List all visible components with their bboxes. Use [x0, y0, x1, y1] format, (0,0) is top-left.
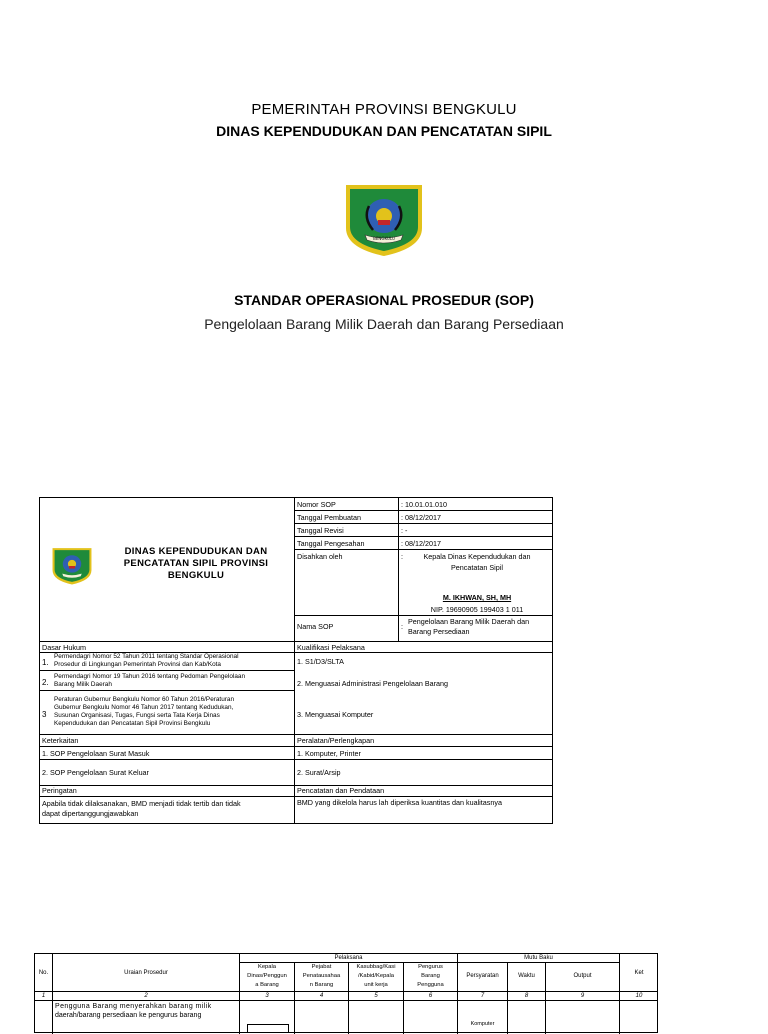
field-value: : 08/12/2017 — [401, 513, 441, 522]
org-name: DINAS KEPENDUDUKAN DAN PENCATATAN SIPIL PROVINSI BENGKULU — [123, 546, 269, 581]
peringatan-label: Peringatan — [42, 786, 77, 795]
keterkaitan-item: 1. SOP Pengelolaan Surat Masuk — [42, 749, 150, 758]
flowchart-box — [247, 1024, 289, 1033]
sop-subtitle: Pengelolaan Barang Milik Daerah dan Barang Persediaan — [204, 316, 564, 332]
divider — [398, 498, 399, 641]
agency-name: DINAS KEPENDUDUKAN DAN PENCATATAN SIPIL — [216, 123, 552, 139]
nama-sop-label: Nama SOP — [297, 622, 334, 631]
peralatan-label: Peralatan/Perlengkapan — [297, 736, 375, 745]
nama-sop-value: Barang Persediaan — [408, 627, 470, 636]
group-pelaksana: Pelaksana — [334, 955, 363, 961]
col-waktu: Waktu — [518, 973, 535, 979]
field-label: Nomor SOP — [297, 500, 336, 509]
dasar-hukum-item: Peraturan Gubernur Bengkulu Nomor 60 Tahun 2016/Peraturan — [54, 696, 235, 703]
group-mutu-baku: Mutu Baku — [524, 955, 553, 961]
approver-name: M. IKHWAN, SH, MH — [442, 593, 512, 602]
field-label: Disahkan oleh — [297, 552, 343, 561]
field-value: : 08/12/2017 — [401, 539, 441, 548]
col-uraian: Uraian Prosedur — [124, 970, 168, 976]
government-name: PEMERINTAH PROVINSI BENGKULU — [251, 101, 517, 118]
procedure-table: No. Uraian Prosedur Pelaksana Kepala Dinas/Penggun a Barang Pejabat Penatausahaa n Barang Kasubbag/Kasi /Kabid/Kepala unit kerja Pengurus Barang Pengguna Mutu Baku Persyaratan Waktu Output Ket 1 2 3 4 5 6 7 8 9 10 Pengguna Barang menyerahkan barang milik daerah/barang persediaan ke pengurus barang Komputer — [34, 953, 658, 1033]
peralatan-item: 1. Komputer, Printer — [297, 749, 361, 758]
nama-sop-value: Pengelolaan Barang Milik Daerah dan — [408, 617, 530, 626]
kualifikasi-item: 1. S1/D3/SLTA — [297, 657, 344, 666]
field-value: : 10.01.01.010 — [401, 500, 447, 509]
dasar-hukum-label: Dasar Hukum — [42, 643, 86, 652]
row-uraian: Pengguna Barang menyerahkan barang milik — [55, 1003, 212, 1010]
peralatan-item: 2. Surat/Arsip — [297, 768, 341, 777]
peringatan-text: dapat dipertanggungjawabkan — [42, 809, 139, 818]
row-persyaratan: Komputer — [470, 1021, 495, 1027]
kualifikasi-label: Kualifikasi Pelaksana — [297, 643, 365, 652]
col-output: Output — [573, 973, 592, 979]
dasar-hukum-item: Gubernur Bengkulu Nomor 46 Tahun 2017 tentang Kedudukan, — [54, 704, 234, 711]
kualifikasi-item: 2. Menguasai Administrasi Pengelolaan Barang — [297, 679, 449, 688]
kualifikasi-item: 3. Menguasai Komputer — [297, 710, 374, 719]
approver-title: Kepala Dinas Kependudukan dan — [423, 552, 531, 561]
dasar-hukum-no: 2. — [42, 678, 49, 687]
col-no: No. — [38, 970, 49, 976]
dasar-hukum-item: Kependudukan dan Pencatatan Sipil Provinsi Bengkulu — [54, 720, 211, 727]
col-pelaksana: Kepala Dinas/Penggun a Barang — [247, 964, 287, 988]
dasar-hukum-item: Permendagri Nomor 52 Tahun 2011 tentang Standar Operasional — [54, 653, 239, 660]
col-pelaksana: Pengurus Barang Pengguna — [417, 964, 444, 988]
peringatan-text: Apabila tidak dilaksanakan, BMD menjadi tidak tertib dan tidak — [42, 799, 241, 808]
dasar-hukum-item: Barang Milik Daerah — [54, 681, 112, 688]
emblem-ribbon-text: BENGKULU — [373, 236, 395, 241]
pencatatan-label: Pencatatan dan Pendataan — [297, 786, 385, 795]
field-value: : — [401, 552, 403, 561]
dasar-hukum-no: 1. — [42, 658, 49, 667]
dasar-hukum-item: Permendagri Nomor 19 Tahun 2016 tentang Pedoman Pengelolaan — [54, 673, 246, 680]
keterkaitan-item: 2. SOP Pengelolaan Surat Keluar — [42, 768, 149, 777]
col-ket: Ket — [634, 970, 644, 976]
dasar-hukum-item: Susunan Organisasi, Tugas, Fungsi serta Tata Kerja Dinas — [54, 712, 220, 719]
row-uraian: daerah/barang persediaan ke pengurus barang — [55, 1012, 202, 1019]
nama-sop-colon: : — [401, 622, 403, 631]
sop-title: STANDAR OPERASIONAL PROSEDUR (SOP) — [234, 292, 534, 308]
sop-info-table — [39, 497, 553, 824]
field-label: Tanggal Pengesahan — [297, 539, 365, 548]
approver-title: Pencatatan Sipil — [451, 563, 503, 572]
dasar-hukum-item: Prosedur di Lingkungan Pemerintah Provinsi dan Kab/Kota — [54, 661, 221, 668]
keterkaitan-label: Keterkaitan — [42, 736, 79, 745]
bengkulu-emblem-logo-small — [51, 546, 93, 586]
dasar-hukum-no: 3 — [42, 710, 47, 719]
col-persyaratan: Persyaratan — [466, 973, 499, 979]
bengkulu-emblem-logo — [343, 182, 425, 258]
divider — [294, 498, 295, 824]
col-pelaksana: Kasubbag/Kasi /Kabid/Kepala unit kerja — [356, 964, 396, 988]
pencatatan-text: BMD yang dikelola harus lah diperiksa kuantitas dan kualitasnya — [297, 798, 502, 807]
col-pelaksana: Pejabat Penatausahaa n Barang — [302, 964, 341, 988]
approver-nip: NIP. 19690905 199403 1 011 — [430, 605, 524, 614]
field-label: Tanggal Pembuatan — [297, 513, 361, 522]
field-label: Tanggal Revisi — [297, 526, 344, 535]
field-value: : - — [401, 526, 408, 535]
